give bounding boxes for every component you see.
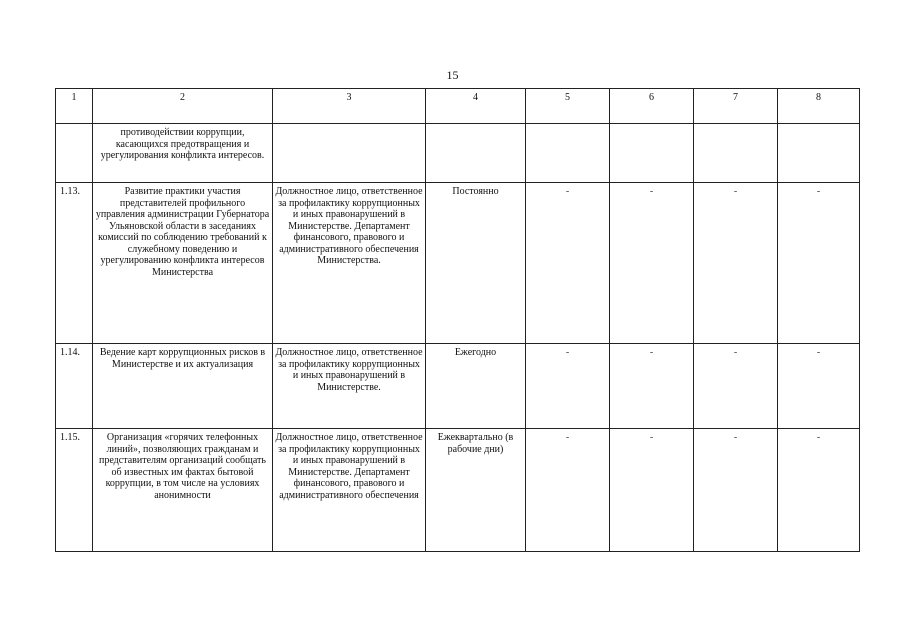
header-cell: 6 [610,89,694,124]
measures-table [55,88,860,552]
page-number: 15 [446,68,459,82]
row-number: 1.14. [56,344,93,429]
row-number: 1.15. [56,429,93,552]
col8-cell: - [778,429,860,552]
responsible-cell: Должностное лицо, ответственное за профилактику коррупционных и иных правонарушений в Министерстве. Департамент финансового, правового и административного обеспечения Министерства. [273,183,426,344]
measure-cell: Организация «горячих телефонных линий», позволяющих гражданам и представителям организаций сообщать об известных им фактах бытовой коррупции, в том числе на условиях анонимности [93,429,273,552]
measure-cell: противодействии коррупции, касающихся предотвращения и урегулирования конфликта интересов. [93,124,273,183]
col5-cell [526,124,610,183]
col7-cell: - [694,183,778,344]
col8-cell: - [778,344,860,429]
period-cell: Ежеквартально (в рабочие дни) [426,429,526,552]
col6-cell: - [610,429,694,552]
row-number [56,124,93,183]
col8-cell [778,124,860,183]
period-cell: Постоянно [426,183,526,344]
row-number: 1.13. [56,183,93,344]
responsible-cell [273,124,426,183]
table-row [56,429,860,552]
col8-cell: - [778,183,860,344]
col7-cell: - [694,429,778,552]
measure-cell: Развитие практики участия представителей профильного управления администрации Губернатора Ульяновской области в заседаниях комиссий по соблюдению требований к служебному поведению и урегулированию конфликта интересов Министерства [93,183,273,344]
header-cell: 4 [426,89,526,124]
header-cell: 7 [694,89,778,124]
col6-cell: - [610,344,694,429]
header-cell: 8 [778,89,860,124]
table-header-row [56,89,860,124]
responsible-cell: Должностное лицо, ответственное за профилактику коррупционных и иных правонарушений в Министерстве. Департамент финансового, правового и административного обеспечения [273,429,426,552]
period-cell: Ежегодно [426,344,526,429]
period-cell [426,124,526,183]
col6-cell [610,124,694,183]
col6-cell: - [610,183,694,344]
header-cell: 1 [56,89,93,124]
col5-cell: - [526,429,610,552]
header-cell: 5 [526,89,610,124]
table-row [56,183,860,344]
col5-cell: - [526,183,610,344]
responsible-cell: Должностное лицо, ответственное за профилактику коррупционных и иных правонарушений в Министерстве. [273,344,426,429]
header-cell: 3 [273,89,426,124]
col7-cell: - [694,344,778,429]
header-cell: 2 [93,89,273,124]
col5-cell: - [526,344,610,429]
col7-cell [694,124,778,183]
table-row [56,344,860,429]
measure-cell: Ведение карт коррупционных рисков в Министерстве и их актуализация [93,344,273,429]
table-row [56,124,860,183]
